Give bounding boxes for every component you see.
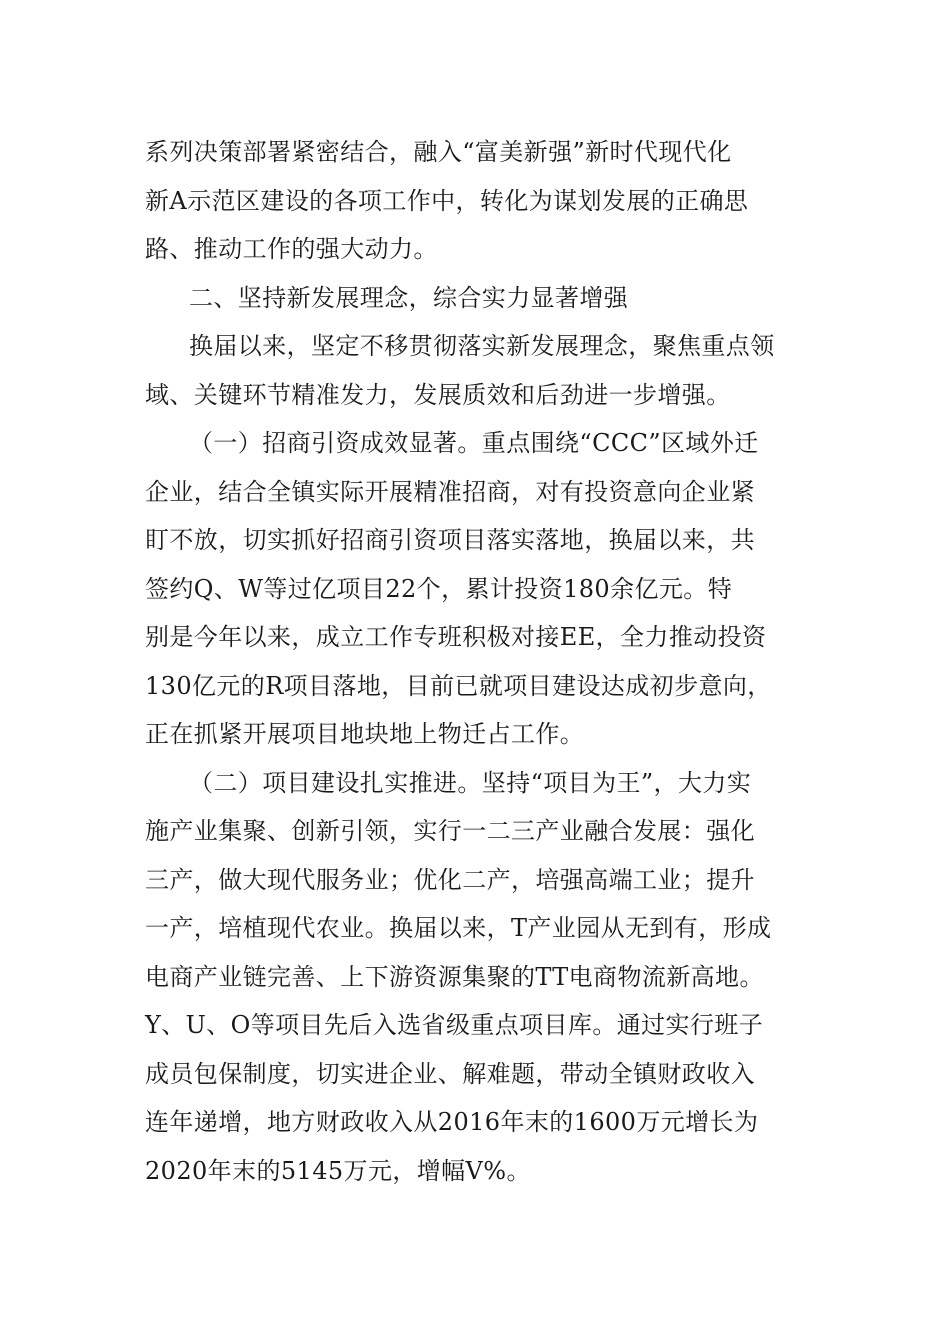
paragraph-line: 电商产业链完善、上下游资源集聚的TT电商物流新高地。 [145, 962, 764, 991]
paragraph-line: 域、关键环节精准发力，发展质效和后劲进一步增强。 [145, 380, 731, 409]
paragraph-line: 连年递增，地方财政收入从2016年末的1600万元增长为 [145, 1108, 759, 1136]
paragraph-line: 路、推动工作的强大动力。 [145, 235, 438, 263]
paragraph-line: 一产，培植现代农业。换届以来，T产业园从无到有，形成 [145, 914, 772, 942]
section-heading: 二、坚持新发展理念，综合实力显著增强 [189, 283, 629, 312]
paragraph-line: （二）项目建设扎实推进。坚持“项目为王”，大力实 [189, 768, 752, 797]
paragraph-line: 施产业集聚、创新引领，实行一二三产业融合发展：强化 [145, 817, 755, 845]
paragraph-2 [145, 322, 810, 419]
paragraph-line: 2020年末的5145万元，增幅V%。 [145, 1156, 531, 1185]
paragraph-3 [145, 419, 810, 759]
paragraph-line: Y、U、O等项目先后入选省级重点项目库。通过实行班子 [145, 1011, 764, 1039]
paragraph-line: 系列决策部署紧密结合，融入“富美新强”新时代现代化 [145, 138, 732, 166]
paragraph-line: （一）招商引资成效显著。重点围绕“CCC”区域外迁 [189, 429, 759, 457]
paragraph-4 [145, 759, 810, 1196]
document-body [145, 128, 810, 1195]
paragraph-line: 别是今年以来，成立工作专班积极对接EE，全力推动投资 [145, 623, 767, 651]
paragraph-line: 盯不放，切实抓好招商引资项目落实落地，换届以来，共 [145, 526, 755, 554]
paragraph-line: 企业，结合全镇实际开展精准招商，对有投资意向企业紧 [145, 477, 755, 506]
paragraph-line: 三产，做大现代服务业；优化二产，培强高端工业；提升 [145, 865, 755, 894]
paragraph-line: 新A示范区建设的各项工作中，转化为谋划发展的正确思 [145, 186, 749, 215]
paragraph-1 [145, 128, 810, 274]
paragraph-line: 130亿元的R项目落地，目前已就项目建设达成初步意向， [145, 671, 772, 700]
paragraph-line: 签约Q、W等过亿项目22个，累计投资180余亿元。特 [145, 574, 733, 603]
section-heading-2 [145, 274, 810, 323]
paragraph-line: 正在抓紧开展项目地块地上物迁占工作。 [145, 720, 585, 748]
paragraph-line: 成员包保制度，切实进企业、解难题，带动全镇财政收入 [145, 1059, 755, 1088]
paragraph-line: 换届以来，坚定不移贯彻落实新发展理念，聚焦重点领 [189, 332, 775, 360]
